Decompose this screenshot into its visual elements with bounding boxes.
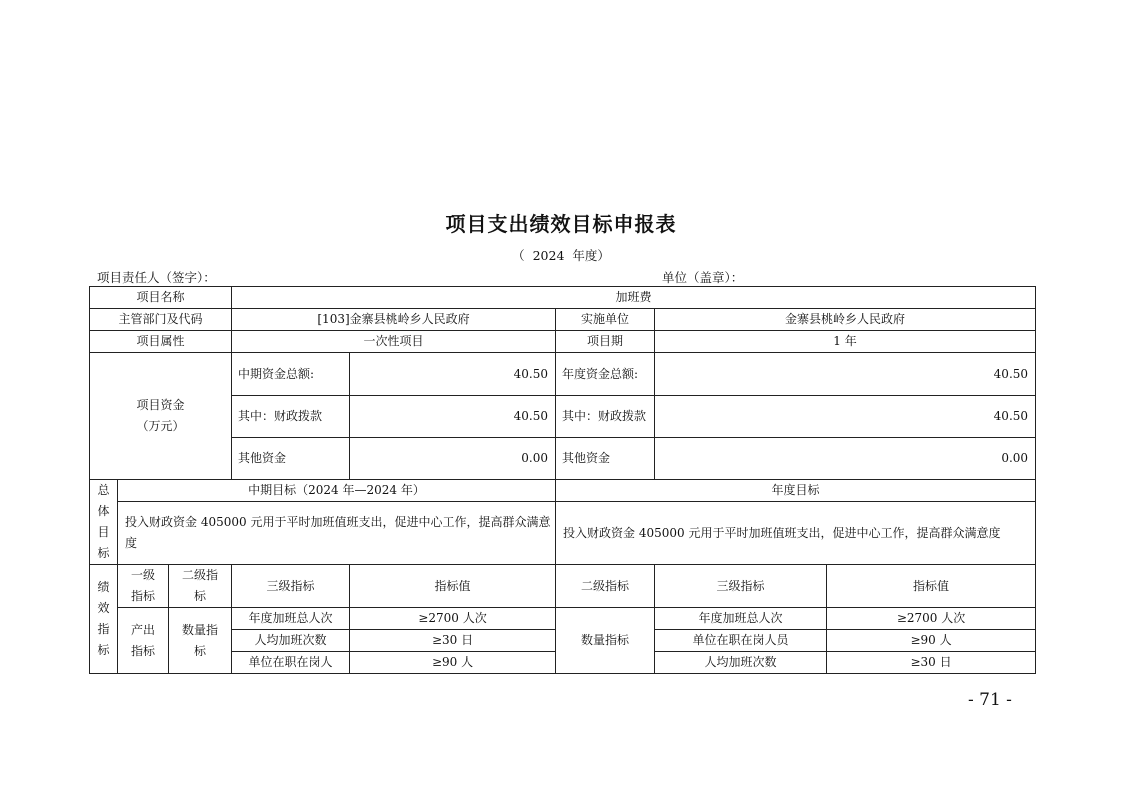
dept-label: 主管部门及代码 xyxy=(90,309,232,331)
quantity-indicator-text: 数量指标 xyxy=(181,622,218,658)
annual-other-label: 其他资金 xyxy=(556,438,655,480)
level2-header-annual: 二级指标 xyxy=(556,565,655,608)
annual-indicator-value: ≥30 日 xyxy=(827,652,1036,674)
overall-goal-label xyxy=(90,480,118,565)
level1-header-text: 一级指标 xyxy=(130,568,155,603)
dept-value: [103]金寨县桃岭乡人民政府 xyxy=(232,309,556,331)
attr-value: 一次性项目 xyxy=(232,331,556,353)
mid-fiscal-label: 其中：财政拨款 xyxy=(232,396,350,438)
funds-label xyxy=(90,353,232,480)
level3-header-annual: 三级指标 xyxy=(655,565,827,608)
impl-unit-value: 金寨县桃岭乡人民政府 xyxy=(655,309,1036,331)
level3-header: 三级指标 xyxy=(232,565,350,608)
value-header-annual: 指标值 xyxy=(827,565,1036,608)
mid-total-label: 中期资金总额: xyxy=(232,353,350,396)
mid-indicator-value: ≥30 日 xyxy=(350,630,556,652)
page-number: - 71 - xyxy=(968,690,1012,710)
annual-total-value: 40.50 xyxy=(655,353,1036,396)
performance-target-table xyxy=(89,286,1036,674)
mid-fiscal-value: 40.50 xyxy=(350,396,556,438)
attr-label: 项目属性 xyxy=(90,331,232,353)
project-name-value: 加班费 xyxy=(232,287,1036,309)
funds-label-line2: （万元） xyxy=(136,419,185,433)
overall-char: 总 xyxy=(97,483,110,497)
output-indicator-text: 产出指标 xyxy=(130,622,155,658)
year-line: （ 2024 年度） xyxy=(512,248,610,263)
funds-label-line1: 项目资金 xyxy=(136,398,185,412)
annual-other-value: 0.00 xyxy=(655,438,1036,480)
annual-indicator-name: 年度加班总人次 xyxy=(655,608,827,630)
perf-indicator-label xyxy=(90,565,118,674)
output-indicator-label xyxy=(118,608,169,674)
overall-char: 标 xyxy=(97,546,110,560)
mid-indicator-name: 人均加班次数 xyxy=(232,630,350,652)
mid-indicator-value: ≥90 人 xyxy=(350,652,556,674)
period-value: 1 年 xyxy=(655,331,1036,353)
mid-other-label: 其他资金 xyxy=(232,438,350,480)
annual-goal-header: 年度目标 xyxy=(556,480,1036,502)
annual-goal-text: 投入财政资金 405000 元用于平时加班值班支出，促进中心工作，提高群众满意度 xyxy=(556,502,1036,565)
annual-total-label: 年度资金总额: xyxy=(556,353,655,396)
mid-goal-header: 中期目标（2024 年—2024 年） xyxy=(118,480,556,502)
project-name-label: 项目名称 xyxy=(90,287,232,309)
mid-indicator-value: ≥2700 人次 xyxy=(350,608,556,630)
perf-char: 指 xyxy=(97,622,110,636)
mid-indicator-name: 年度加班总人次 xyxy=(232,608,350,630)
level2-header xyxy=(169,565,232,608)
mid-other-value: 0.00 xyxy=(350,438,556,480)
responsible-label: 项目责任人（签字）： xyxy=(97,270,216,285)
mid-total-value: 40.50 xyxy=(350,353,556,396)
level1-header xyxy=(118,565,169,608)
perf-char: 标 xyxy=(97,643,110,657)
overall-char: 体 xyxy=(97,504,110,518)
page-title: 项目支出绩效目标申报表 xyxy=(445,212,677,236)
perf-char: 绩 xyxy=(97,580,110,594)
annual-indicator-name: 人均加班次数 xyxy=(655,652,827,674)
annual-fiscal-label: 其中：财政拨款 xyxy=(556,396,655,438)
quantity-indicator-annual: 数量指标 xyxy=(556,608,655,674)
mid-goal-text: 投入财政资金 405000 元用于平时加班值班支出，促进中心工作，提高群众满意度 xyxy=(118,502,556,565)
impl-unit-label: 实施单位 xyxy=(556,309,655,331)
annual-indicator-name: 单位在职在岗人员 xyxy=(655,630,827,652)
annual-indicator-value: ≥90 人 xyxy=(827,630,1036,652)
value-header: 指标值 xyxy=(350,565,556,608)
annual-fiscal-value: 40.50 xyxy=(655,396,1036,438)
annual-indicator-value: ≥2700 人次 xyxy=(827,608,1036,630)
overall-char: 目 xyxy=(97,525,110,539)
period-label: 项目期 xyxy=(556,331,655,353)
quantity-indicator-label xyxy=(169,608,232,674)
mid-indicator-name: 单位在职在岗人 xyxy=(232,652,350,674)
level2-header-text: 二级指标 xyxy=(181,568,218,603)
perf-char: 效 xyxy=(97,601,110,615)
unit-label: 单位（盖章）： xyxy=(662,270,744,285)
